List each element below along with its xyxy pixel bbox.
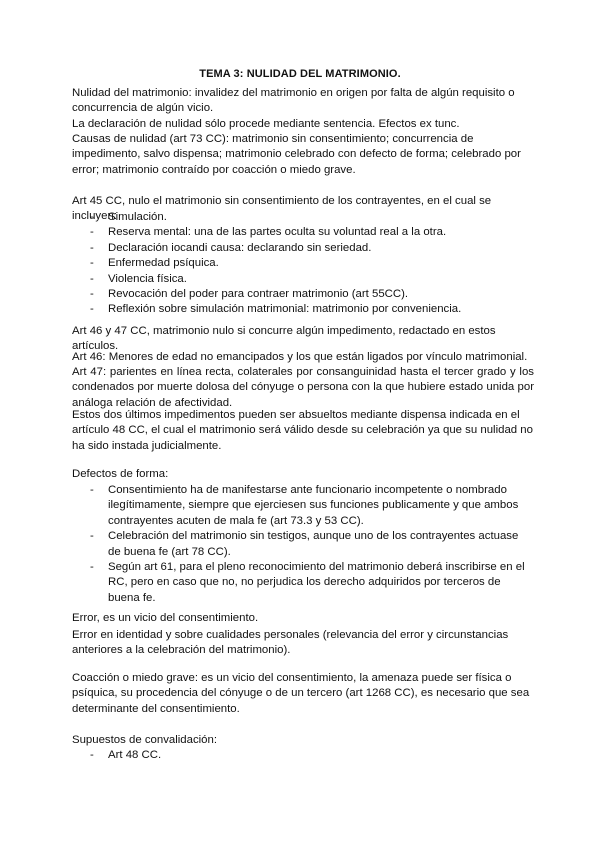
coaccion-text: Coacción o miedo grave: es un vicio del consentimiento, la amenaza puede ser física o psíquica, su procedencia del cónyuge o de un tercero (art 1268 CC), es necesario que sea determinante del consentimiento.: [72, 672, 530, 715]
list-item: - Violencia física.: [72, 272, 534, 287]
convalidacion-heading: Supuestos de convalidación:: [72, 734, 218, 746]
list-item: - Revocación del poder para contraer matrimonio (art 55CC).: [72, 287, 534, 302]
list-item: - Art 48 CC.: [72, 748, 534, 763]
convalidacion-list: [72, 748, 534, 763]
error-text: Error en identidad y sobre cualidades personales (relevancia del error y circunstancias anteriores a la celebración del matrimonio).: [72, 629, 509, 657]
error-heading: Error, es un vicio del consentimiento.: [72, 612, 259, 624]
list-item: - Reflexión sobre simulación matrimonial: matrimonio por conveniencia.: [72, 302, 534, 317]
art45-heading: Art 45 CC, nulo el matrimonio sin consentimiento de los contrayentes, en el cual se incluyen:: [72, 195, 492, 223]
art45-list: [72, 210, 534, 318]
list-item: - Enfermedad psíquica.: [72, 256, 534, 271]
list-item: - Según art 61, para el pleno reconocimiento del matrimonio deberá inscribirse en el RC, pero en caso que no, no perjudica los derecho adquiridos por terceros de buena fe.: [72, 560, 534, 606]
intro-causas: Causas de nulidad (art 73 CC): matrimonio sin consentimiento; concurrencia de impedimento, salvo dispensa; matrimonio celebrado con defecto de forma; celebrado por error; matrimonio contraído por coacción o miedo grave.: [72, 133, 521, 176]
list-item: - Simulación.: [72, 210, 534, 225]
defectos-list: [72, 483, 534, 606]
list-item: - Celebración del matrimonio sin testigos, aunque uno de los contrayentes actuase de buena fe (art 78 CC).: [72, 529, 534, 560]
document-title: TEMA 3: NULIDAD DEL MATRIMONIO.: [199, 68, 401, 80]
list-item: - Reserva mental: una de las partes oculta su voluntad real a la otra.: [72, 225, 534, 240]
dispensa-text: Estos dos últimos impedimentos pueden ser absueltos mediante dispensa indicada en el artículo 48 CC, el cual el matrimonio será válido desde su celebración ya que su nulidad no ha sido instada judicialmente.: [72, 409, 533, 452]
art46-text: Art 46: Menores de edad no emancipados y los que están ligados por vínculo matrimonial.: [72, 351, 528, 363]
art46-47-heading: Art 46 y 47 CC, matrimonio nulo si concurre algún impedimento, redactado en estos artículos.: [72, 325, 496, 353]
list-item: - Consentimiento ha de manifestarse ante funcionario incompetente o nombrado ilegítimamente, siempre que ejerciesen sus funciones publicamente y que ambos contrayentes acuten de mala fe (art 73.3 y 53 CC).: [72, 483, 534, 529]
intro-declaracion: La declaración de nulidad sólo procede mediante sentencia. Efectos ex tunc.: [72, 118, 460, 130]
art47-text: Art 47: parientes en línea recta, colaterales por consanguinidad hasta el tercer grado y los condenados por muerte dolosa del cónyuge o persona con la que hubiere estado unida por análoga relación de afectividad.: [72, 366, 534, 409]
defectos-heading: Defectos de forma:: [72, 468, 169, 480]
list-item: - Declaración iocandi causa: declarando sin seriedad.: [72, 241, 534, 256]
intro-nulidad: Nulidad del matrimonio: invalidez del matrimonio en origen por falta de algún requisito o concurrencia de algún vicio.: [72, 87, 515, 115]
